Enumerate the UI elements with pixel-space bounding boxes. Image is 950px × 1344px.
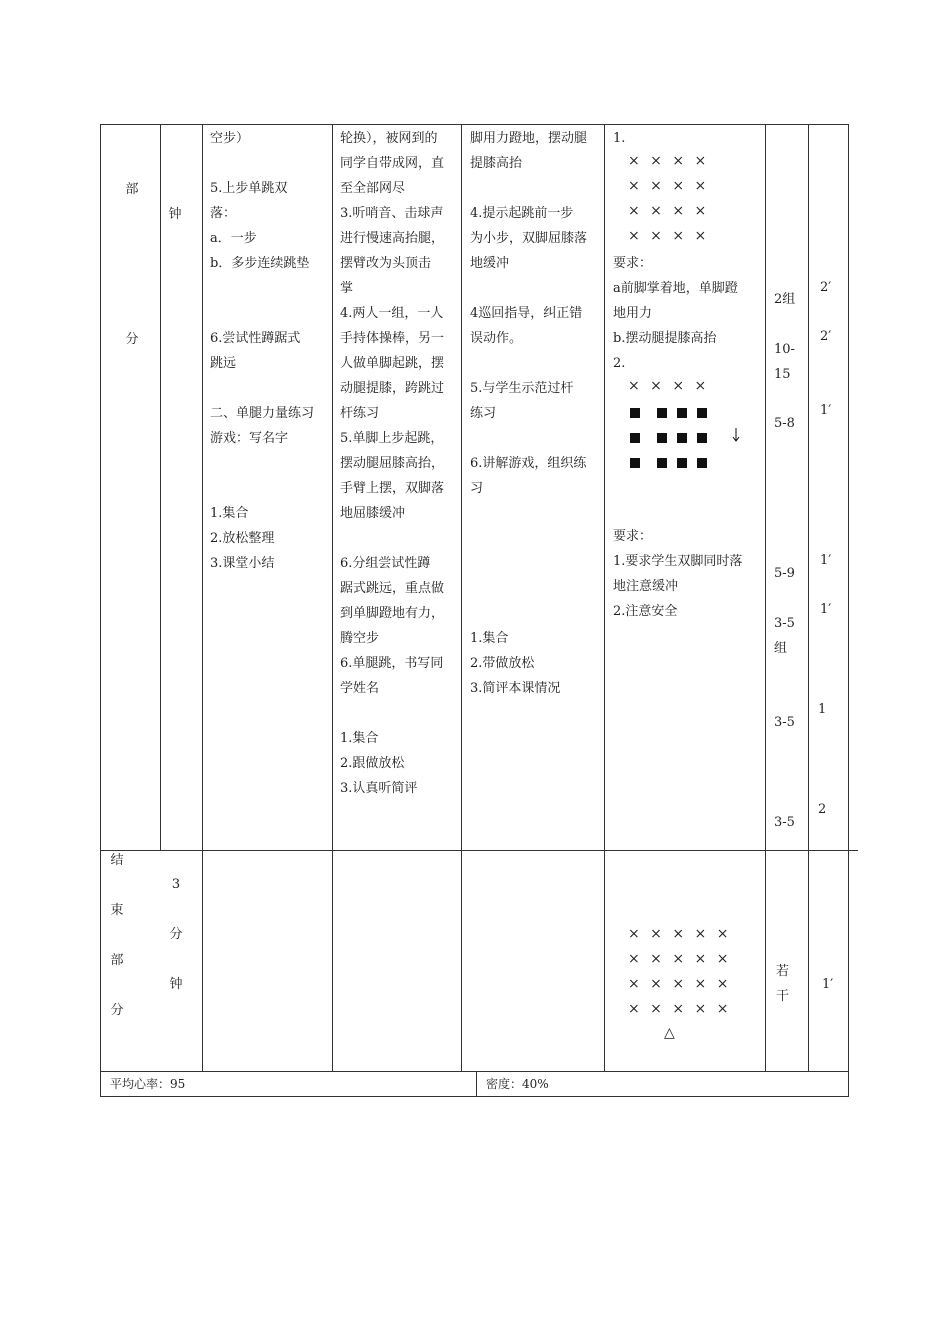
density-label: 密度：40% xyxy=(486,1077,549,1091)
table-bottom-border xyxy=(100,1096,849,1097)
col-border xyxy=(765,124,766,1072)
table-top-border xyxy=(100,124,849,125)
end-label-char: 分 xyxy=(110,1003,124,1018)
time-value: 1′ xyxy=(820,602,832,617)
section-label-bottom: 分 xyxy=(125,332,139,347)
end-time-char: 3 xyxy=(171,877,181,892)
teacher-activity-cell: 脚用力蹬地，摆动腿 提膝高抬 4.提示起跳前一步 为小步，双脚屈膝落 地缓冲 4巡回指导，纠正错 误动作。 5.与学生示范过杆 练习 6.讲解游戏，组织练 习 1.集合 2.带做放松 3.简评本课情况 xyxy=(470,131,588,696)
col-border xyxy=(808,124,809,1072)
col-border xyxy=(604,124,605,1072)
formation-2-top: × × × × xyxy=(628,378,710,394)
end-label-char: 束 xyxy=(110,903,124,918)
formation-end: × × × × × × × × × × × × × × × × × × × × xyxy=(628,926,732,1017)
requirements-2: 要求： 1.要求学生双脚同时落 地注意缓冲 2.注意安全 xyxy=(613,529,743,619)
load-value: 5-9 xyxy=(774,566,795,581)
col-border xyxy=(332,124,333,1072)
footer-divider xyxy=(476,1071,477,1097)
end-load-value: 若 干 xyxy=(776,964,790,1004)
formation-1: × × × × × × × × × × × × × × × × xyxy=(628,153,710,244)
square-row xyxy=(630,424,717,449)
load-value: 3-5 xyxy=(774,815,795,830)
load-value: 5-8 xyxy=(774,416,795,431)
col-border xyxy=(848,124,849,1097)
col-border xyxy=(100,124,101,1097)
arrow-down-icon xyxy=(731,428,741,442)
load-value: 3-5 组 xyxy=(774,616,795,656)
load-value: 2组 xyxy=(774,292,796,307)
section-label-top: 部 xyxy=(125,182,139,197)
teacher-position-icon: △ xyxy=(664,1025,675,1041)
section-time-char: 钟 xyxy=(168,207,182,222)
end-label-char: 结 xyxy=(110,853,124,868)
time-value: 1 xyxy=(818,702,827,717)
time-value: 1′ xyxy=(820,403,832,418)
end-section-time xyxy=(166,872,186,997)
formation-label-1: 1. xyxy=(613,131,626,146)
square-row xyxy=(630,399,717,424)
time-value: 2′ xyxy=(820,329,832,344)
end-time-char: 分 xyxy=(169,927,183,942)
section-divider xyxy=(100,850,858,851)
end-time-value: 1′ xyxy=(822,977,834,992)
heart-rate-label: 平均心率：95 xyxy=(110,1077,186,1091)
col-border xyxy=(160,124,161,850)
square-row xyxy=(630,449,717,474)
end-label-char: 部 xyxy=(110,953,124,968)
formation-2-squares xyxy=(630,399,717,474)
col-border xyxy=(202,124,203,1072)
end-section-label xyxy=(106,848,128,1023)
student-activity-cell: 轮换），被网到的 同学自带成网，直 至全部网尽 3.听哨音、击球声 进行慢速高抬腿， 摆臂改为头顶击 掌 4.两人一组，一人 手持体操棒，另一 人做单脚起跳，摆 动腿提膝，跨跳过 杆练习 5.单脚上步起跳， 摆动腿屈膝高抬， 手臂上摆，双脚落 地屈膝缓冲 6.分组尝试性蹲 踞式跳远，重点做 到单脚蹬地有力， 腾空步 6.单腿跳，书写同 学姓名 1.集合 2.跟做放松 3.认真听简评 xyxy=(340,131,445,796)
time-value: 2′ xyxy=(820,280,832,295)
time-value: 1′ xyxy=(820,553,832,568)
load-value: 3-5 xyxy=(774,715,795,730)
footer-top-border xyxy=(100,1071,849,1072)
end-time-char: 钟 xyxy=(169,977,183,992)
basic-content-cell: 空步） 5.上步单跳双 落： a．一步 b．多步连续跳垫 6.尝试性蹲踞式 跳远 二、单腿力量练习 游戏：写名字 1.集合 2.放松整理 3.课堂小结 xyxy=(210,131,315,571)
time-value: 2 xyxy=(818,802,827,817)
load-value: 10- 15 xyxy=(774,342,795,382)
requirements-1: 要求： a前脚掌着地，单脚蹬 地用力 b.摆动腿提膝高抬 2. xyxy=(613,256,738,371)
